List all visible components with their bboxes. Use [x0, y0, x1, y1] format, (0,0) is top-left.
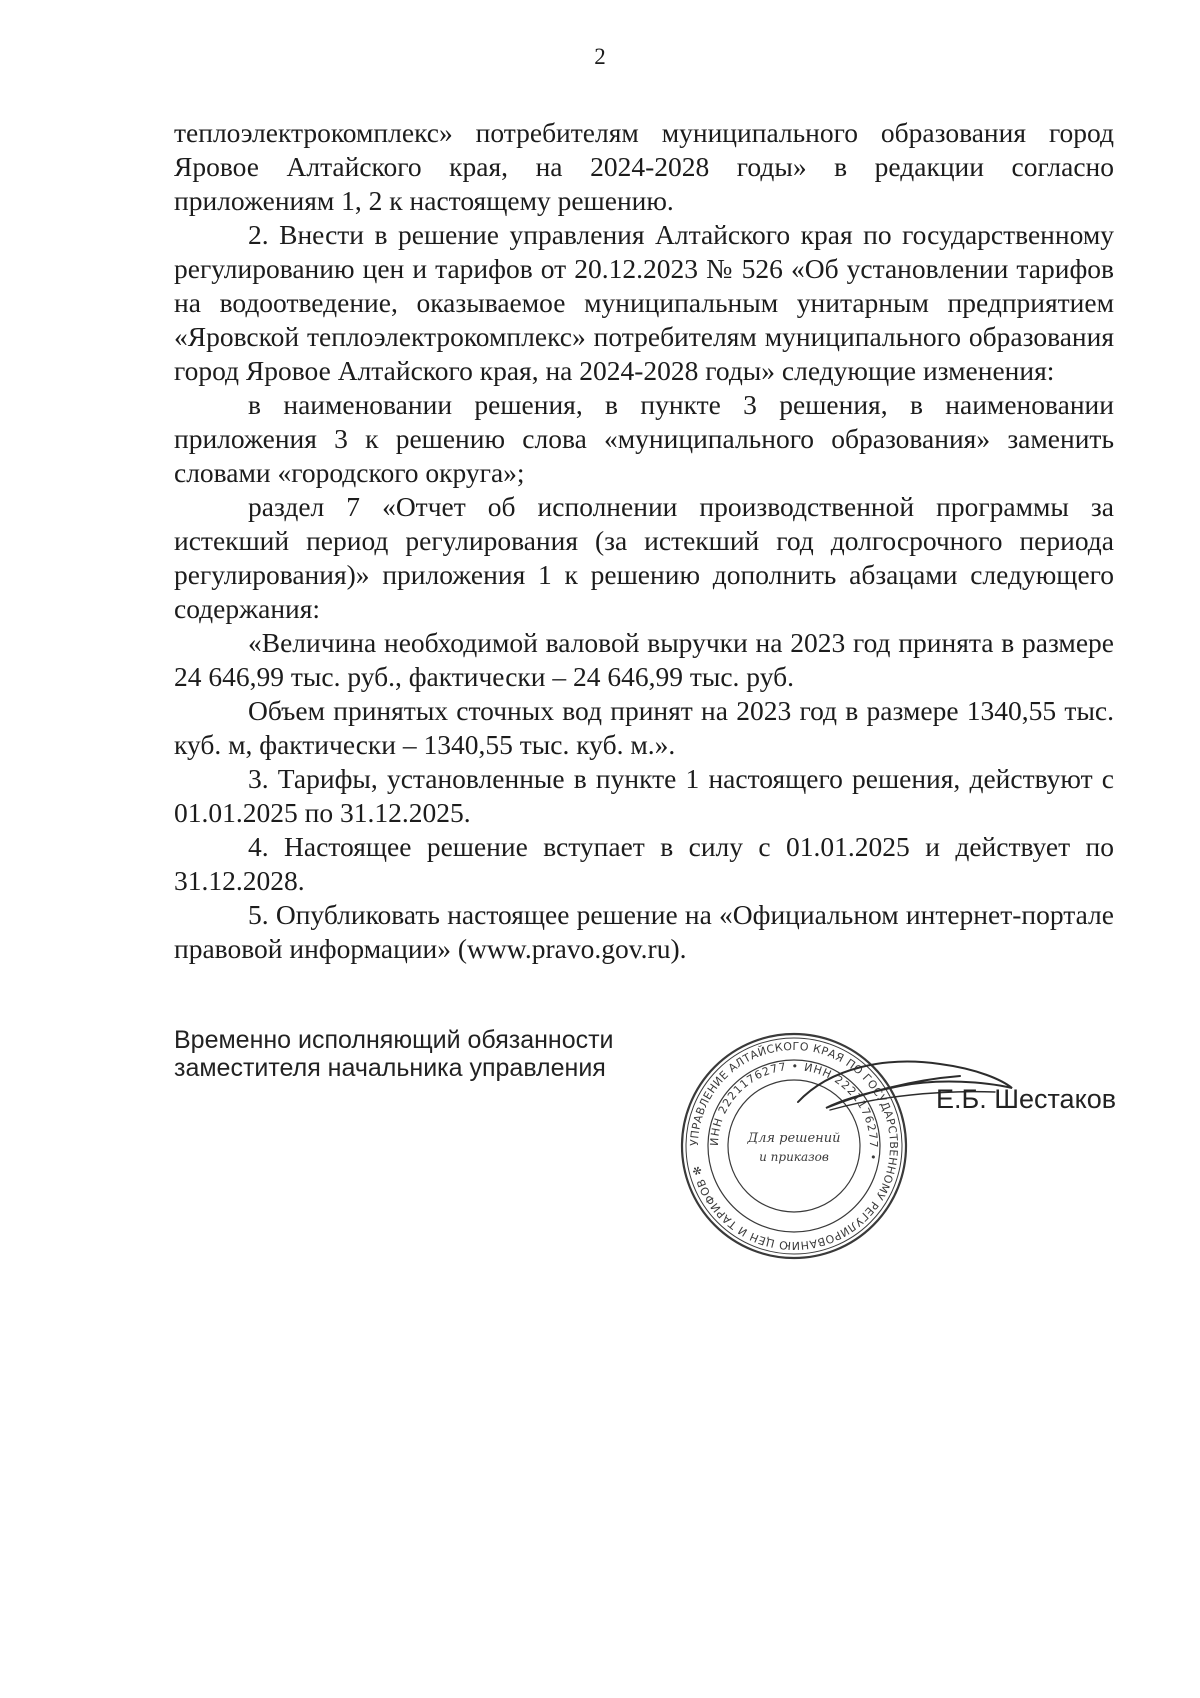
- paragraph-title-change: в наименовании решения, в пункте 3 решения, в наименовании приложения 3 к решению слова «муниципального образования» заменить словами «городского округа»;: [174, 389, 1114, 488]
- paragraph-item-5: 5. Опубликовать настоящее решение на «Официальном интернет-портале правовой информации» (www.pravo.gov.ru).: [174, 899, 1114, 964]
- stamp-outer-ring-text: УПРАВЛЕНИЕ АЛТАЙСКОГО КРАЯ ПО ГОСУДАРСТВЕННОМУ РЕГУЛИРОВАНИЮ ЦЕН И ТАРИФОВ ✻: [687, 1039, 901, 1253]
- stamp-center-line-2: и приказов: [759, 1150, 829, 1164]
- paragraph-section-7: раздел 7 «Отчет об исполнении производственной программы за истекший период регулирования (за истекший год долгосрочного периода регулирования)» приложения 1 к решению дополнить абзацами следующего содержания:: [174, 491, 1114, 624]
- paragraph-item-3: 3. Тарифы, установленные в пункте 1 настоящего решения, действуют с 01.01.2025 по 31.12.2025.: [174, 763, 1114, 828]
- signer-position-line-2: заместителя начальника управления: [174, 1054, 606, 1082]
- stamp-center-line-1: Для решений: [747, 1131, 841, 1146]
- document-body: [174, 116, 1114, 966]
- signer-position: [174, 1026, 614, 1082]
- paragraph-wastewater-volume: Объем принятых сточных вод принят на 2023 год в размере 1340,55 тыс. куб. м, фактически – 1340,55 тыс. куб. м.».: [174, 695, 1114, 760]
- signer-position-line-1: Временно исполняющий обязанности: [174, 1026, 614, 1054]
- page-number: 2: [594, 44, 606, 69]
- stamp-inn-ring-text: ИНН 2221176277 • ИНН 2221176277 •: [707, 1059, 881, 1162]
- paragraph-revenue: «Величина необходимой валовой выручки на 2023 год принята в размере 24 646,99 тыс. руб., фактически – 24 646,99 тыс. руб.: [174, 627, 1114, 692]
- paragraph-item-4: 4. Настоящее решение вступает в силу с 01.01.2025 и действует по 31.12.2028.: [174, 831, 1114, 896]
- paragraph-item-2: 2. Внести в решение управления Алтайского края по государственному регулированию цен и тарифов от 20.12.2023 № 526 «Об установлении тарифов на водоотведение, оказываемое муниципальным унитарным предприятием «Яровской теплоэлектрокомплекс» потребителям муниципального образования город Яровое Алтайского края, на 2024-2028 годы» следующие изменения:: [174, 219, 1114, 386]
- signer-name: Е.Б. Шестаков: [936, 1084, 1117, 1114]
- paragraph-continuation: теплоэлектрокомплекс» потребителям муниципального образования город Яровое Алтайского края, на 2024-2028 годы» в редакции согласно приложениям 1, 2 к настоящему решению.: [174, 117, 1114, 216]
